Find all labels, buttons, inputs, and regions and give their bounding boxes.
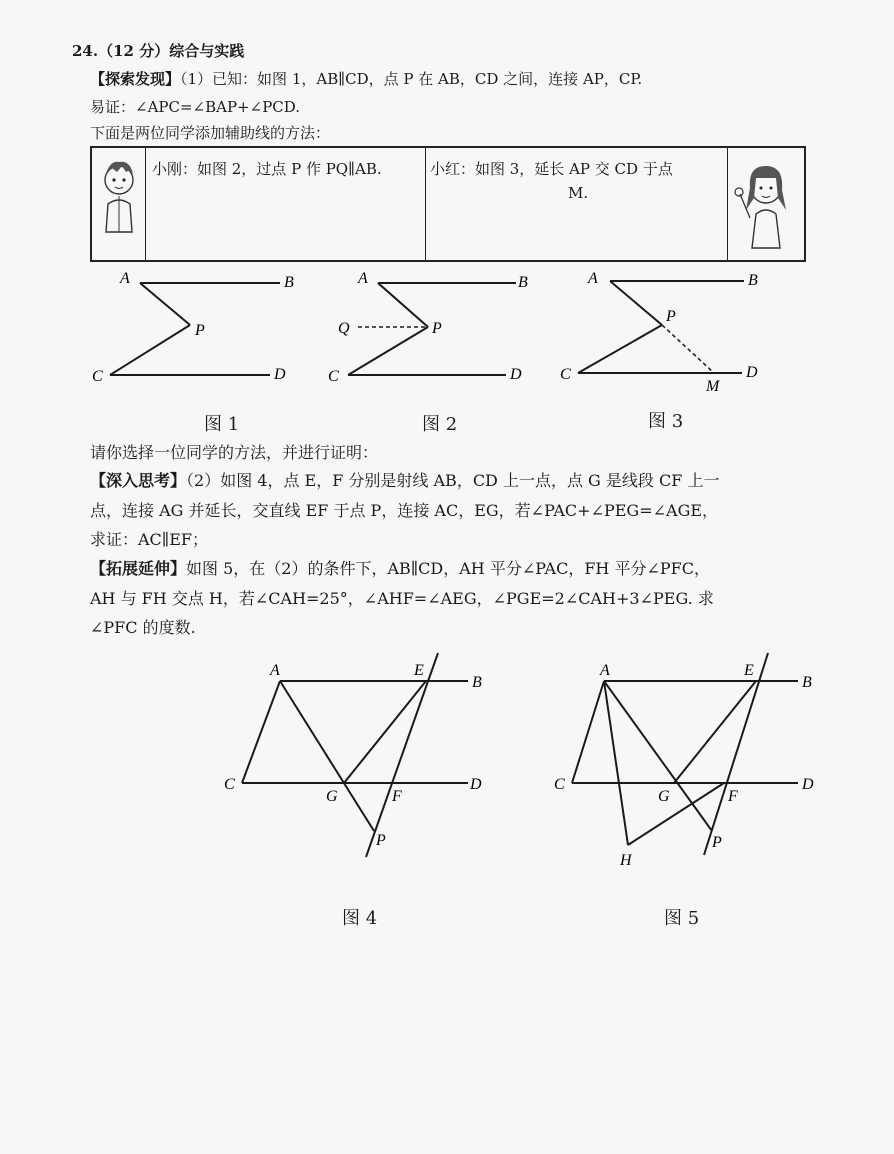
fig2-label-q: Q xyxy=(338,320,350,337)
fig5-label-h: H xyxy=(620,852,632,869)
explore-tag: 【探索发现】 xyxy=(90,70,181,88)
fig3-label-c: C xyxy=(560,366,571,383)
fig3-caption: 图 3 xyxy=(648,411,684,432)
fig4-label-a: A xyxy=(270,662,280,679)
explore-line3: 下面是两位同学添加辅助线的方法： xyxy=(90,124,331,142)
fig2-label-a: A xyxy=(358,270,368,287)
fig3-label-b: B xyxy=(748,272,758,289)
fig2-line-ap xyxy=(378,283,428,327)
fig5-label-d: D xyxy=(802,776,814,793)
xiaohong-text-2: M. xyxy=(568,184,589,202)
fig1-line-ap xyxy=(140,283,190,325)
fig5-label-g: G xyxy=(658,788,670,805)
fig4-label-d: D xyxy=(470,776,482,793)
fig5-label-p: P xyxy=(712,834,722,851)
fig3-line-pc xyxy=(578,325,662,373)
fig5-label-c: C xyxy=(554,776,565,793)
fig3-label-m: M xyxy=(706,378,720,395)
fig1-line-pc xyxy=(110,325,190,375)
extend-line2: AH 与 FH 交点 H，若∠CAH=25°，∠AHF=∠AEG，∠PGE=2∠CAH+3∠PEG. 求 xyxy=(90,589,714,608)
extend-tag: 【拓展延伸】 xyxy=(90,559,187,578)
extend-line3: ∠PFC 的度数. xyxy=(90,618,196,637)
fig5-label-a: A xyxy=(600,662,610,679)
fig3-label-a: A xyxy=(588,270,598,287)
fig2-label-p: P xyxy=(432,320,442,337)
fig4-label-f: F xyxy=(392,788,402,805)
fig3-label-p: P xyxy=(666,308,676,325)
figure-1 xyxy=(90,265,294,415)
xiaohong-text-1: 小红：如图 3，延长 AP 交 CD 于点 xyxy=(430,160,673,178)
choose-line: 请你选择一位同学的方法，并进行证明： xyxy=(90,443,379,462)
fig4-label-p: P xyxy=(376,832,386,849)
fig4-line-ac xyxy=(242,681,280,783)
explore-line1 xyxy=(90,68,642,89)
fig1-caption: 图 1 xyxy=(204,414,240,435)
fig5-line-ef xyxy=(704,653,768,855)
girl-avatar-icon xyxy=(728,148,804,260)
fig5-label-e: E xyxy=(744,662,754,679)
explore-line2: 易证：∠APC=∠BAP+∠PCD. xyxy=(90,98,301,116)
fig4-label-g: G xyxy=(326,788,338,805)
fig4-line-ap xyxy=(280,681,374,831)
xiaogang-text: 小刚：如图 2，过点 P 作 PQ∥AB. xyxy=(152,160,382,178)
fig3-line-pm xyxy=(662,325,714,373)
fig2-caption: 图 2 xyxy=(422,414,458,435)
fig5-line-ac xyxy=(572,681,604,783)
fig1-label-d: D xyxy=(274,366,286,383)
fig4-label-c: C xyxy=(224,776,235,793)
fig2-label-d: D xyxy=(510,366,522,383)
table-cell-avatar-left xyxy=(92,148,146,260)
fig3-line-ap xyxy=(610,281,662,325)
figure-2 xyxy=(320,265,530,415)
fig5-label-b: B xyxy=(802,674,812,691)
fig1-label-p: P xyxy=(195,322,205,339)
boy-avatar-icon xyxy=(92,148,146,260)
fig2-label-c: C xyxy=(328,368,339,385)
table-cell-avatar-right xyxy=(728,148,804,260)
problem-header: 24.（12 分）综合与实践 xyxy=(72,42,245,60)
table-cell-xiaogang xyxy=(146,148,426,260)
deep-line3: 求证：AC∥EF； xyxy=(90,530,208,549)
method-table xyxy=(90,146,806,262)
extend-text1: 如图 5，在（2）的条件下，AB∥CD，AH 平分∠PAC，FH 平分∠PFC， xyxy=(186,559,710,578)
fig5-caption: 图 5 xyxy=(664,908,700,929)
fig1-label-c: C xyxy=(92,368,103,385)
fig4-line-eg xyxy=(344,681,426,783)
fig1-label-a: A xyxy=(120,270,130,287)
figure-5 xyxy=(548,645,838,875)
explore-text1: （1）已知：如图 1，AB∥CD，点 P 在 AB，CD 之间，连接 AP，CP. xyxy=(180,70,643,88)
figure-3 xyxy=(558,265,778,415)
deep-tag: 【深入思考】 xyxy=(90,471,187,490)
deep-line1 xyxy=(90,468,719,491)
figure-4 xyxy=(220,645,520,865)
fig4-caption: 图 4 xyxy=(342,908,378,929)
deep-text1: （2）如图 4，点 E，F 分别是射线 AB，CD 上一点，点 G 是线段 CF 上一 xyxy=(186,471,720,490)
fig4-label-b: B xyxy=(472,674,482,691)
fig4-line-ef xyxy=(366,653,438,857)
fig3-label-d: D xyxy=(746,364,758,381)
deep-line2: 点，连接 AG 并延长，交直线 EF 于点 P，连接 AC，EG，若∠PAC+∠PEG=∠AGE， xyxy=(90,501,719,520)
fig4-label-e: E xyxy=(414,662,424,679)
fig2-label-b: B xyxy=(518,274,528,291)
table-cell-xiaohong xyxy=(426,148,728,260)
extend-line1 xyxy=(90,556,710,579)
fig2-line-pc xyxy=(348,327,428,375)
fig5-label-f: F xyxy=(728,788,738,805)
fig1-label-b: B xyxy=(284,274,294,291)
fig5-line-ah xyxy=(604,681,628,845)
